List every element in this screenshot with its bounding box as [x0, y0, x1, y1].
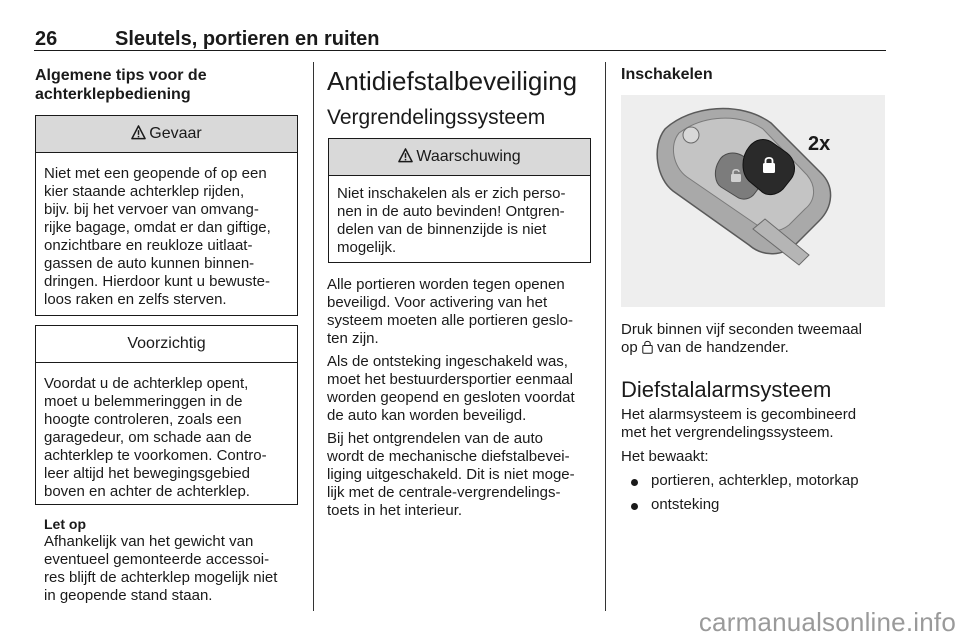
column-divider-1	[313, 62, 314, 611]
press-count-label: 2x	[808, 133, 831, 155]
page-title: Sleutels, portieren en ruiten	[115, 28, 380, 50]
paragraph-line: toets in het interieur.	[327, 502, 463, 519]
list-item	[631, 472, 886, 490]
caution-title: Voorzichtig	[127, 335, 206, 352]
caution-line: hoogte controleren, zoals een	[44, 411, 242, 428]
section-heading-alarm: Diefstalalarmsysteem	[621, 377, 832, 402]
caution-box	[35, 325, 298, 505]
caption-line: Druk binnen vijf seconden tweemaal	[621, 321, 862, 338]
caution-line: Voordat u de achterklep opent,	[44, 375, 249, 392]
paragraph-line: liging uitgeschakeld. Dit is niet moge-	[327, 466, 575, 483]
subsection-heading-locking: Vergrendelingssysteem	[327, 106, 546, 129]
left-heading-line: achterklepbediening	[35, 86, 191, 103]
note-line: res blijft de achterklep mogelijk niet	[44, 569, 278, 586]
page-number: 26	[35, 28, 58, 50]
caption-post: van de handzender.	[657, 339, 789, 356]
paragraph-line: systeem moeten alle portieren geslo-	[327, 312, 573, 329]
right-heading-activate: Inschakelen	[621, 66, 713, 83]
alarm-paragraph-1	[621, 406, 891, 442]
warning-line: nen in de auto bevinden! Ontgren-	[337, 203, 565, 220]
paragraph-line: Het alarmsysteem is gecombineerd	[621, 406, 857, 423]
alarm-paragraph-2: Het bewaakt:	[621, 448, 709, 465]
caution-line: moet u belemmeringgen in de	[44, 393, 243, 410]
paragraph-line: Bij het ontgrendelen van de auto	[327, 430, 543, 447]
paragraph-line: de auto kan worden beveiligd.	[327, 407, 527, 424]
paragraph-line: moet het bestuurdersportier eenmaal	[327, 371, 573, 388]
danger-line: gassen de auto kunnen binnen-	[44, 255, 255, 272]
warning-box-header	[329, 139, 590, 176]
bullet-dot-icon	[631, 479, 638, 486]
paragraph-line: worden geopend en gesloten voordat	[327, 389, 575, 406]
paragraph-line: ten zijn.	[327, 330, 379, 347]
danger-box	[35, 115, 298, 316]
paragraph-line: met het vergrendelingssysteem.	[621, 424, 834, 441]
warning-line: delen van de binnenzijde is niet	[337, 221, 547, 238]
caption-pre: op	[621, 339, 638, 356]
middle-paragraph-1	[327, 276, 599, 348]
caption-line-2	[621, 339, 891, 357]
paragraph-line: Alle portieren worden tegen openen	[327, 276, 565, 293]
list-item	[631, 496, 886, 514]
warning-box	[328, 138, 591, 263]
warning-line: Niet inschakelen als er zich perso-	[337, 185, 566, 202]
note-block	[44, 515, 306, 605]
danger-line: onzichtbare en reukloze uitlaat-	[44, 237, 253, 254]
left-heading-line: Algemene tips voor de	[35, 67, 207, 84]
caution-box-header	[36, 326, 297, 363]
note-title: Let op	[44, 516, 86, 532]
warning-triangle-icon	[131, 125, 146, 140]
key-ring-button	[683, 127, 699, 143]
column-divider-2	[605, 62, 606, 611]
paragraph-line: wordt de mechanische diefstalbevei-	[327, 448, 570, 465]
danger-line: Niet met een geopende of op een	[44, 165, 267, 182]
middle-paragraph-3	[327, 430, 599, 520]
left-heading	[35, 66, 305, 104]
note-line: Afhankelijk van het gewicht van	[44, 533, 254, 550]
warning-triangle-icon	[398, 148, 413, 163]
danger-title: Gevaar	[149, 125, 202, 142]
middle-paragraph-2	[327, 353, 599, 425]
caution-line: boven en achter de achterklep.	[44, 483, 250, 500]
warning-body	[329, 176, 590, 267]
warning-line: mogelijk.	[337, 239, 397, 256]
paragraph-line: beveiligd. Voor activering van het	[327, 294, 548, 311]
bullet-dot-icon	[631, 503, 638, 510]
remote-key-illustration	[621, 95, 885, 307]
figure-caption	[621, 321, 891, 357]
remote-key-figure	[621, 95, 885, 307]
paragraph-line: lijk met de centrale-vergrendelings-	[327, 484, 561, 501]
note-line: in geopende stand staan.	[44, 587, 213, 604]
danger-line: dringen. Hierdoor kunt u bewuste-	[44, 273, 270, 290]
danger-line: bijv. bij het vervoer van omvang-	[44, 201, 259, 218]
note-line: eventueel gemonteerde accessoi-	[44, 551, 270, 568]
danger-body	[36, 153, 297, 319]
caution-line: achterklep te voorkomen. Contro-	[44, 447, 267, 464]
caution-line: leer altijd het bewegingsgebied	[44, 465, 250, 482]
danger-line: rijke bagage, omdat er dan giftige,	[44, 219, 271, 236]
header-rule	[34, 50, 886, 51]
list-item-text: portieren, achterklep, motorkap	[651, 472, 859, 489]
danger-line: kier staande achterklep rijden,	[44, 183, 245, 200]
caution-body	[36, 363, 297, 511]
lock-icon	[642, 340, 653, 354]
warning-title: Waarschuwing	[416, 148, 521, 165]
danger-line: loos raken en zelfs sterven.	[44, 291, 227, 308]
list-item-text: ontsteking	[651, 496, 720, 513]
watermark: carmanualsonline.info	[698, 607, 956, 637]
caution-line: garagedeur, om schade aan de	[44, 429, 252, 446]
section-heading-antitheft: Antidiefstalbeveiliging	[327, 66, 578, 96]
danger-box-header	[36, 116, 297, 153]
paragraph-line: Als de ontsteking ingeschakeld was,	[327, 353, 568, 370]
